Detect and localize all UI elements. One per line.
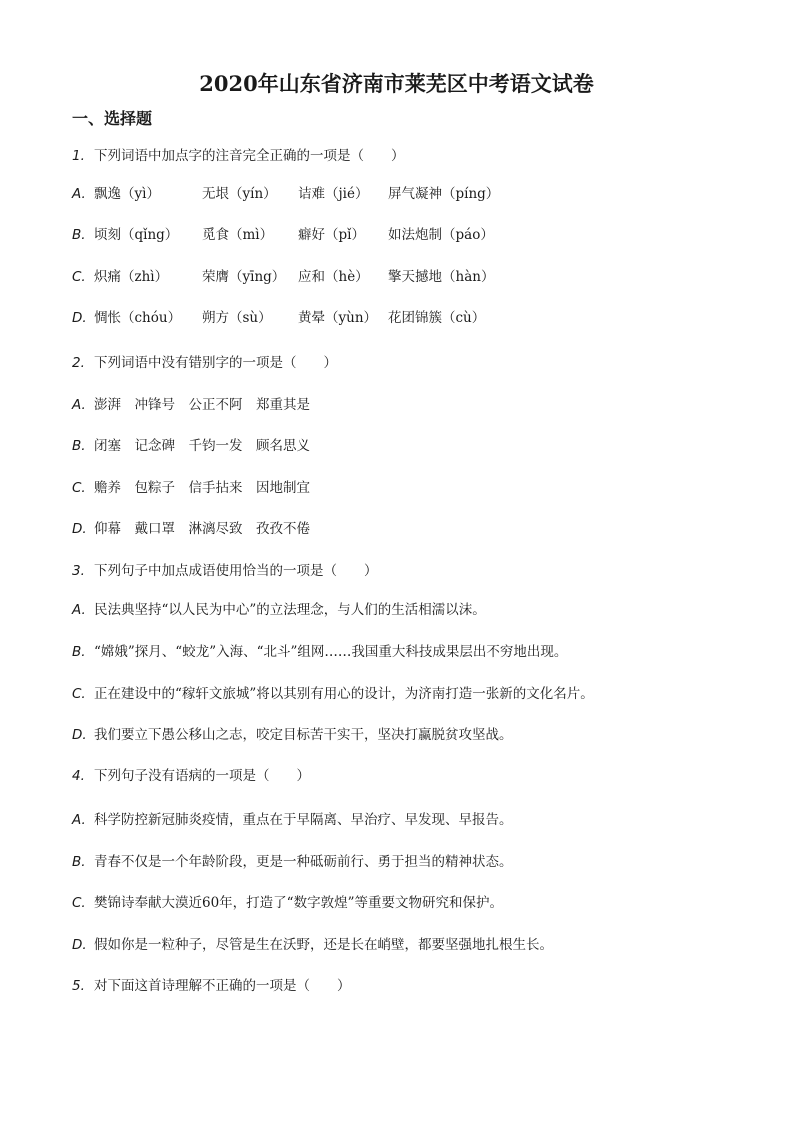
- q2-option-a: A. 澎湃 冲锋号 公正不阿 郑重其是: [72, 397, 310, 413]
- question-2-stem: 2. 下列词语中没有错别字的一项是（ ）: [72, 355, 337, 371]
- exam-title: 2020年山东省济南市莱芜区中考语文试卷: [199, 71, 594, 96]
- question-number: 1.: [72, 148, 85, 164]
- question-1-stem: 1. 下列词语中加点字的注音完全正确的一项是（ ）: [72, 148, 405, 164]
- section-heading: 一、选择题: [72, 109, 153, 128]
- question-number: 3.: [72, 563, 85, 579]
- question-number: 5.: [72, 978, 85, 994]
- q3-option-d: D. 我们要立下愚公移山之志，咬定目标苦干实干，坚决打赢脱贫攻坚战。: [72, 727, 513, 743]
- q4-option-b: B. 青春不仅是一个年龄阶段，更是一种砥砺前行、勇于担当的精神状态。: [72, 854, 513, 870]
- q2-option-b: B. 闭塞 记念碑 千钧一发 顾名思义: [72, 438, 310, 454]
- q2-option-d: D. 仰幕 戴口罩 淋漓尽致 孜孜不倦: [72, 521, 310, 537]
- q1-option-d: D. 惆怅（chóu） 朔方（sù） 黄晕（yùn） 花团锦簇（cù）: [72, 310, 486, 326]
- q1-option-c: C. 炽痛（zhì） 荣膺（yīng） 应和（hè） 擎天撼地（hàn）: [72, 269, 495, 285]
- q4-option-c: C. 樊锦诗奉献大漠近60年，打造了“数字敦煌”等重要文物研究和保护。: [72, 895, 503, 911]
- question-number: 2.: [72, 355, 85, 371]
- q2-option-c: C. 赡养 包粽子 信手拈来 因地制宜: [72, 480, 310, 496]
- q3-option-b: B. “嫦娥”探月、“蛟龙”入海、“北斗”组网……我国重大科技成果层出不穷地出现。: [72, 644, 568, 660]
- question-4-stem: 4. 下列句子没有语病的一项是（ ）: [72, 768, 310, 784]
- q3-option-c: C. 正在建设中的“稼轩文旅城”将以其别有用心的设计，为济南打造一张新的文化名片。: [72, 686, 594, 702]
- q1-option-a: A. 飘逸（yì） 无垠（yín） 诘难（jié） 屏气凝神（píng）: [72, 186, 500, 202]
- question-5-stem: 5. 对下面这首诗理解不正确的一项是（ ）: [72, 978, 351, 994]
- question-3-stem: 3. 下列句子中加点成语使用恰当的一项是（ ）: [72, 563, 378, 579]
- q1-option-b: B. 顷刻（qǐng） 觅食（mì） 癖好（pǐ） 如法炮制（páo）: [72, 227, 494, 243]
- q3-option-a: A. 民法典坚持“以人民为中心”的立法理念，与人们的生活相濡以沫。: [72, 602, 486, 618]
- q4-option-a: A. 科学防控新冠肺炎疫情，重点在于早隔离、早治疗、早发现、早报告。: [72, 812, 513, 828]
- q4-option-d: D. 假如你是一粒种子，尽管是生在沃野，还是长在峭壁，都要坚强地扎根生长。: [72, 937, 553, 953]
- question-number: 4.: [72, 768, 85, 784]
